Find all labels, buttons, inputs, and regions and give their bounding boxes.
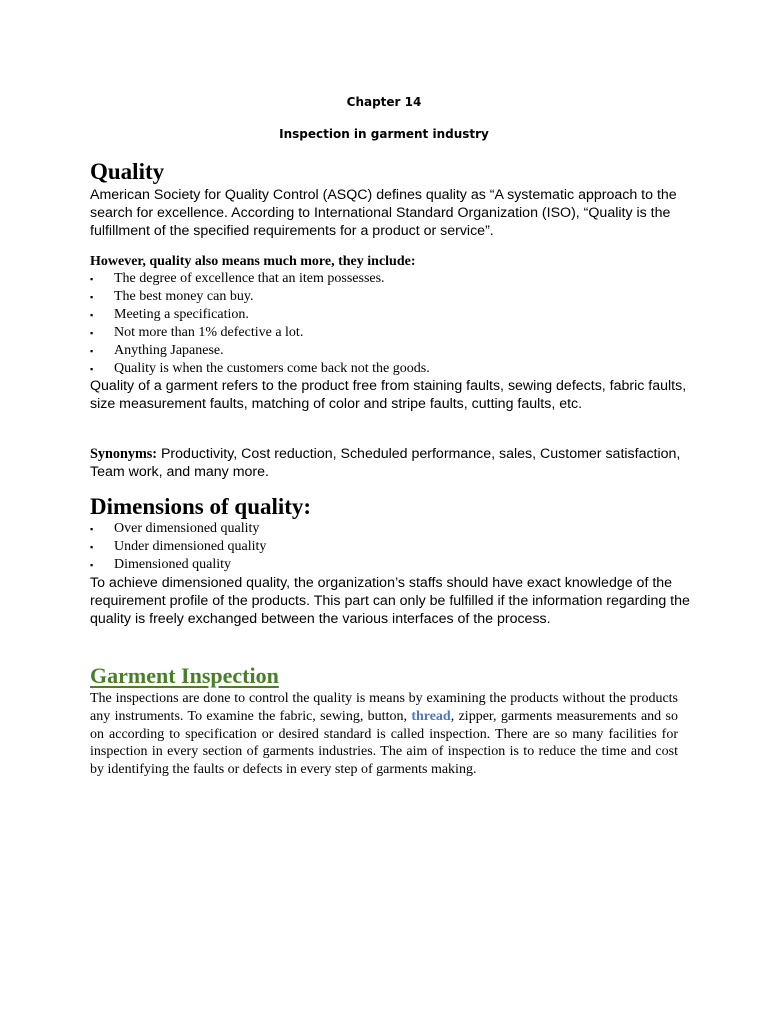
chapter-title: Inspection in garment industry	[279, 127, 489, 141]
list-item: ▪ Over dimensioned quality	[90, 521, 260, 536]
chapter-label: Chapter 14	[346, 95, 422, 109]
dimensions-paragraph: To achieve dimensioned quality, the organization’s staffs should have exact knowledge of the requirement profile of the products. This part can only be fulfilled if the information regarding the quality is freely exchanged between the various interfaces of the process.	[90, 575, 690, 627]
quality-heading: Quality	[90, 159, 165, 184]
list-item: ▪ Not more than 1% defective a lot.	[90, 325, 304, 340]
quality-subheading: However, quality also means much more, they include:	[90, 254, 416, 269]
synonyms-paragraph	[90, 445, 690, 481]
synonyms-text: Productivity, Cost reduction, Scheduled performance, sales, Customer satisfaction, Team work, and many more.	[90, 446, 681, 480]
bullet-icon: ▪	[90, 524, 94, 534]
bullet-icon: ▪	[90, 364, 94, 374]
bullet-icon: ▪	[90, 274, 94, 284]
list-item: ▪ Anything Japanese.	[90, 343, 224, 358]
dimensions-heading: Dimensions of quality:	[90, 494, 312, 519]
bullet-icon: ▪	[90, 542, 94, 552]
garment-inspection-paragraph: The inspections are done to control the quality is means by examining the products without the products any instruments. To examine the fabric, sewing, button, thread, zipper, garments measurements and so on according to specification or desired standard is called inspection. There are so many facilities for inspection in every section of garments industries. The aim of inspection is to reduce the time and cost by identifying the faults or defects in every step of garments making.	[90, 691, 678, 778]
bullet-icon: ▪	[90, 346, 94, 356]
dimensions-list	[90, 520, 266, 574]
thread-link[interactable]: thread	[411, 708, 451, 724]
bullet-icon: ▪	[90, 328, 94, 338]
garment-inspection-heading: Garment Inspection	[90, 663, 279, 688]
bullet-icon: ▪	[90, 560, 94, 570]
bullet-icon: ▪	[90, 292, 94, 302]
synonyms-label: Synonyms:	[90, 446, 158, 462]
garment-quality-paragraph: Quality of a garment refers to the product free from staining faults, sewing defects, fabric faults, size measurement faults, matching of color and stripe faults, cutting faults, etc.	[90, 378, 687, 412]
quality-list	[90, 270, 430, 378]
list-item: ▪ Meeting a specification.	[90, 307, 249, 322]
list-item: ▪ Dimensioned quality	[90, 557, 232, 572]
list-item: ▪ The best money can buy.	[90, 289, 254, 304]
list-item: ▪ The degree of excellence that an item possesses.	[90, 271, 385, 286]
quality-definition-paragraph: American Society for Quality Control (ASQC) defines quality as “A systematic approach to the search for excellence. According to International Standard Organization (ISO), “Quality is the fulfillment of the specified requirements for a product or service”.	[90, 187, 677, 239]
bullet-icon: ▪	[90, 310, 94, 320]
list-item: ▪ Under dimensioned quality	[90, 539, 267, 554]
list-item: ▪ Quality is when the customers come back not the goods.	[90, 361, 430, 376]
